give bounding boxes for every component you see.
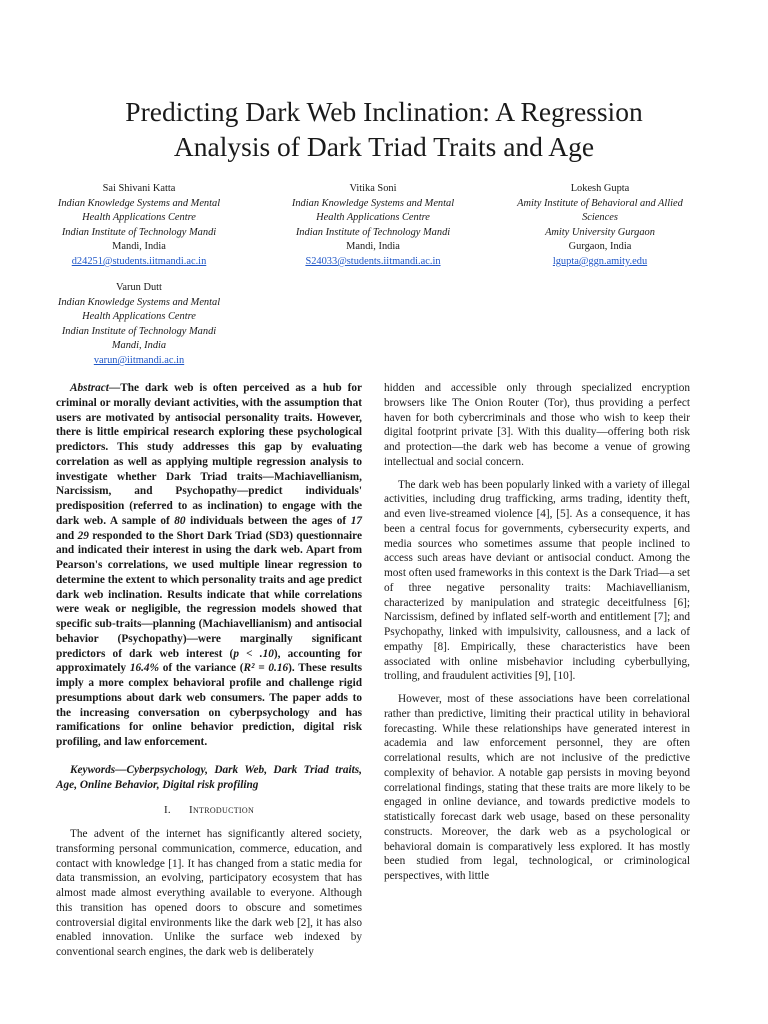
title-line-1: Predicting Dark Web Inclination: A Regression	[125, 96, 643, 127]
author-affiliation: Sciences	[582, 212, 618, 224]
author-affiliation: Indian Institute of Technology Mandi	[61, 226, 217, 238]
abstract-text: ), accounting for approximately	[56, 647, 362, 675]
intro-paragraph: The advent of the internet has significantly altered society, transforming personal communication, commerce, education, and contact with knowledge [1]. It has changed from a static media for data transmission, an evolving, participatory ecosystem that has almost made almost everything available to everyone. Although this transition has opened doors to obscure and sometimes controversial digital environments like the dark web [2], it has also enabled innovation. Unlike the surface web indexed by conventional search engines, the dark web is deliberately	[56, 828, 362, 958]
author-block-3	[480, 182, 720, 270]
body-paragraph: The dark web has been popularly linked with a variety of illegal activities, including drug trafficking, arms trading, identity theft, and even live-streamed violence [4], [5]. As a consequence, it has been a central focus for governments, cybersecurity experts, and media sources who sometimes assume that people inclined to access such areas have deviant or antisocial conduct. Among the most often used frameworks in this context is the Dark Triad—a set of three negative personality traits: Machiavellianism, characterized by manipulation and strategic deceitfulness [6]; Narcissism, defined by inflated self-worth and entitlement [7]; and Psychopathy, linked with impulsivity, callousness, and a lack of empathy [8]. Empirically, these characteristics have been associated with online misbehavior including cyberbullying, trolling, and fraudulent activities [9], [10].	[384, 478, 690, 683]
author-affiliation: Indian Knowledge Systems and Mental	[57, 296, 221, 308]
author-affiliation: Health Applications Centre	[316, 212, 430, 224]
abstract-age-max: 29	[77, 529, 89, 542]
author-email-link[interactable]: S24033@students.iitmandi.ac.in	[305, 255, 441, 267]
author-name: Vitika Soni	[349, 183, 397, 194]
abstract-text: —The dark web is often perceived as a hub for criminal or morally deviant activities, with the assumption that users are motivated by antisocial personality traits. However, there is little empirical research exploring these psychological predictors. This study addresses this gap by evaluating correlation as well as applying multiple regression analysis to investigate whether Dark Triad traits—Machiavellianism, Narcissism, and Psychopathy—predict individuals' predisposition (referred to as inclination) to engage with the dark web. A sample of	[56, 382, 362, 527]
author-affiliation: Indian Knowledge Systems and Mental	[291, 197, 455, 209]
abstract	[56, 381, 362, 750]
author-name: Sai Shivani Katta	[102, 183, 176, 194]
author-location: Mandi, India	[112, 241, 166, 253]
abstract-text: individuals between the ages of	[185, 514, 351, 527]
body-paragraph: hidden and accessible only through specialized encryption browsers like The Onion Router (Tor), thus providing a perfect haven for both cybercriminals and those who wish to keep their digital footprint private [3]. With this duality—offering both risk and protection—the dark web has become a venue of growing intellectual and social concern.	[384, 382, 690, 468]
paper-title	[40, 94, 728, 164]
author-block-2	[253, 182, 493, 270]
abstract-p-value: p < .10	[233, 647, 274, 660]
author-email-link[interactable]: d24251@students.iitmandi.ac.in	[71, 255, 207, 267]
body-paragraph: However, most of these associations have been correlational rather than predictive, limiting their practical utility in behavioral forecasting. While these relationships have generated interest in academia and law enforcement personnel, they are often correlational results, which are not inclusive of the predictive complexity of behavior. A notable gap persists in moving beyond correlational findings, stating that these traits are more likely to be engaged in online deviance, and towards predictive models to statistically forecast dark web usage, based on these personality constructs. Moreover, the dark web as a psychological or behavioral domain is comparatively less explored. It has mostly been studied from legal, technological, or criminological perspectives, with little	[384, 693, 690, 882]
left-column	[56, 381, 362, 960]
abstract-lead: Abstract	[70, 382, 109, 394]
author-affiliation: Amity University Gurgaon	[545, 226, 655, 238]
abstract-text: responded to the Short Dark Triad (SD3) questionnaire and indicated their interest in using the dark web. Apart from Pearson's correlations, we used multiple linear regression to determine the extent to which personality traits and age predict dark web inclination. Results indicate that while correlations were weak or negligible, the regression models showed that specific sub-traits—planning (Machiavellianism) and antisocial behavior (Psychopathy)—were marginally significant predictors of dark web interest (	[56, 529, 363, 660]
section-number: I.	[163, 804, 171, 817]
author-block-1	[19, 182, 259, 270]
author-affiliation: Amity Institute of Behavioral and Allied	[517, 197, 683, 209]
abstract-text: ). These results imply a more complex behavioral profile and challenge rigid presumptions about dark web consumers. The paper adds to the increasing conversation on cyberpsychology and has ramifications for online behavior prediction, digital risk profiling, and law enforcement.	[56, 662, 363, 748]
author-affiliation: Health Applications Centre	[82, 212, 196, 224]
author-affiliation: Indian Knowledge Systems and Mental	[57, 197, 221, 209]
abstract-text: and	[56, 529, 78, 542]
author-name: Varun Dutt	[116, 282, 162, 293]
abstract-age-min: 17	[350, 514, 362, 527]
author-name: Lokesh Gupta	[570, 183, 630, 194]
author-location: Mandi, India	[111, 340, 167, 352]
section-heading	[56, 803, 362, 818]
author-affiliation: Health Applications Centre	[82, 311, 196, 323]
author-affiliation: Indian Institute of Technology Mandi	[295, 226, 451, 238]
author-location: Mandi, India	[346, 241, 400, 253]
abstract-r-squared: R² = 0.16	[243, 662, 289, 675]
author-email-link[interactable]: varun@iitmandi.ac.in	[93, 354, 185, 366]
abstract-text: of the variance (	[159, 662, 244, 675]
title-line-2: Analysis of Dark Triad Traits and Age	[173, 131, 595, 162]
author-affiliation: Indian Institute of Technology Mandi	[61, 325, 217, 337]
section-title: Introduction	[188, 804, 255, 817]
author-block-4	[19, 281, 259, 369]
abstract-sample-size: 80	[174, 514, 186, 527]
right-column	[384, 381, 690, 884]
author-email-link[interactable]: lgupta@ggn.amity.edu	[552, 255, 648, 267]
keywords: Keywords—Cyberpsychology, Dark Web, Dark Triad traits, Age, Online Behavior, Digital risk profiling	[56, 763, 362, 791]
author-location: Gurgaon, India	[568, 241, 632, 253]
abstract-variance: 16.4%	[129, 662, 159, 675]
